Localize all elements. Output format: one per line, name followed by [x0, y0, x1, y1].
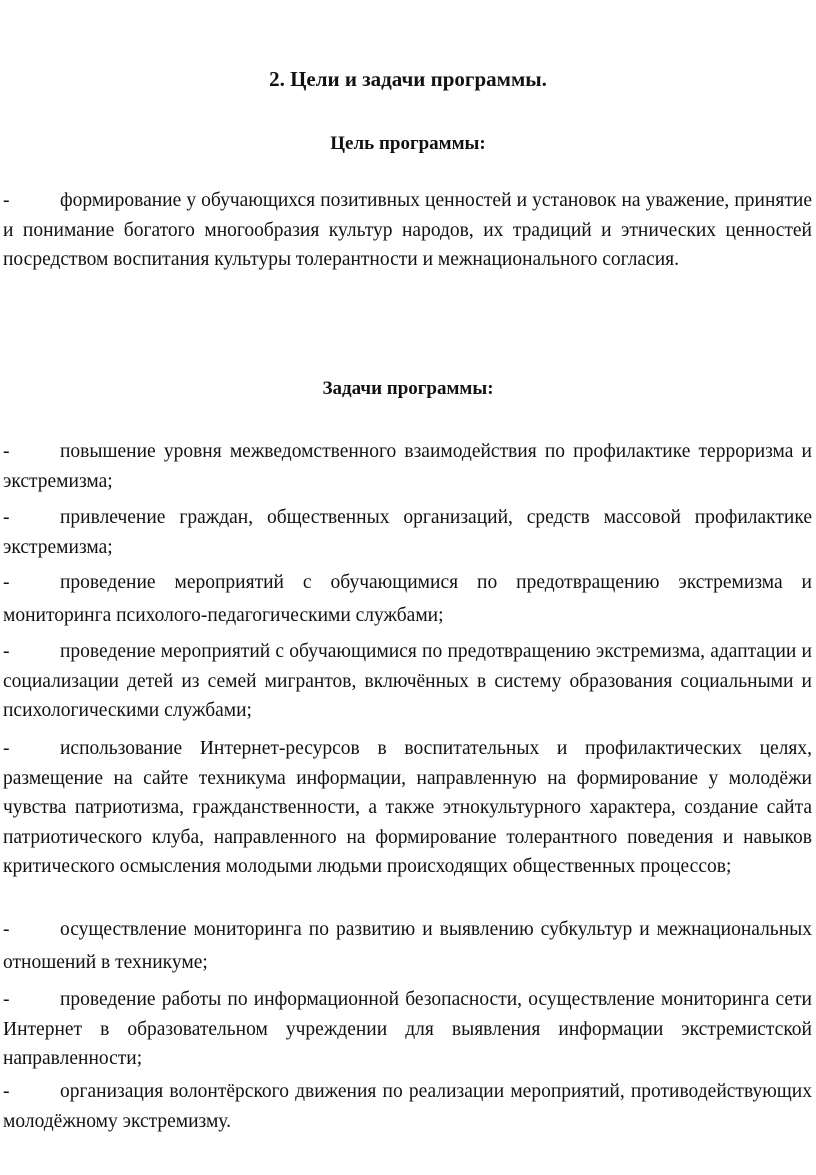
- goal-title: Цель программы:: [330, 133, 486, 154]
- list-item-text: организация волонтёрского движения по реализации мероприятий, противодействующих молодёжному экстремизму.: [3, 1081, 812, 1132]
- list-item-text: привлечение граждан, общественных организаций, средств массовой профилактике экстремизма;: [3, 507, 812, 558]
- list-bullet: -: [3, 641, 10, 662]
- list-item-text: проведение мероприятий с обучающимися по предотвращению экстремизма, адаптации и социализации детей из семей мигрантов, включённых в систему образования социальными и психологическими службами;: [3, 641, 812, 721]
- list-bullet: -: [3, 919, 10, 940]
- list-item-text: проведение мероприятий с обучающимися по предотвращению экстремизма и мониторинга психолого-педагогическими службами;: [3, 572, 812, 626]
- list-item-text: использование Интернет-ресурсов в воспитательных и профилактических целях, размещение на сайте техникума информации, направленную на формирование у молодёжи чувства патриотизма, гражданственности, а также этнокультурного характера, создание сайта патриотического клуба, направленного на формирование толерантного поведения и навыков критического осмысления молодыми людьми происходящих общественных процессов;: [3, 738, 812, 877]
- task-item: [3, 503, 812, 562]
- tasks-title: Задачи программы:: [322, 378, 494, 399]
- list-bullet: -: [3, 441, 10, 462]
- list-bullet: -: [3, 738, 10, 759]
- list-item-text: осуществление мониторинга по развитию и выявлению субкультур и межнациональных отношений в техникуме;: [3, 919, 812, 973]
- list-bullet: -: [3, 1081, 10, 1102]
- list-bullet: -: [3, 507, 10, 528]
- goal-item: [3, 186, 812, 275]
- list-bullet: -: [3, 989, 10, 1010]
- list-bullet: -: [3, 572, 10, 593]
- list-item-text: формирование у обучающихся позитивных ценностей и установок на уважение, принятие и понимание богатого многообразия культур народов, их традиций и этнических ценностей посредством воспитания культуры толерантности и межнационального согласия.: [3, 190, 812, 270]
- list-item-text: повышение уровня межведомственного взаимодействия по профилактике терроризма и экстремизма;: [3, 441, 812, 492]
- task-item: [3, 734, 812, 882]
- task-item: [3, 637, 812, 726]
- section-title: 2. Цели и задачи программы.: [269, 67, 547, 91]
- task-item: [3, 1077, 812, 1136]
- task-item: [3, 985, 812, 1074]
- task-item: [3, 437, 812, 496]
- list-item-text: проведение работы по информационной безопасности, осуществление мониторинга сети Интернет в образовательном учреждении для выявления информации экстремистской направленности;: [3, 989, 812, 1069]
- task-item: [3, 566, 812, 632]
- list-bullet: -: [3, 190, 10, 211]
- task-item: [3, 913, 812, 979]
